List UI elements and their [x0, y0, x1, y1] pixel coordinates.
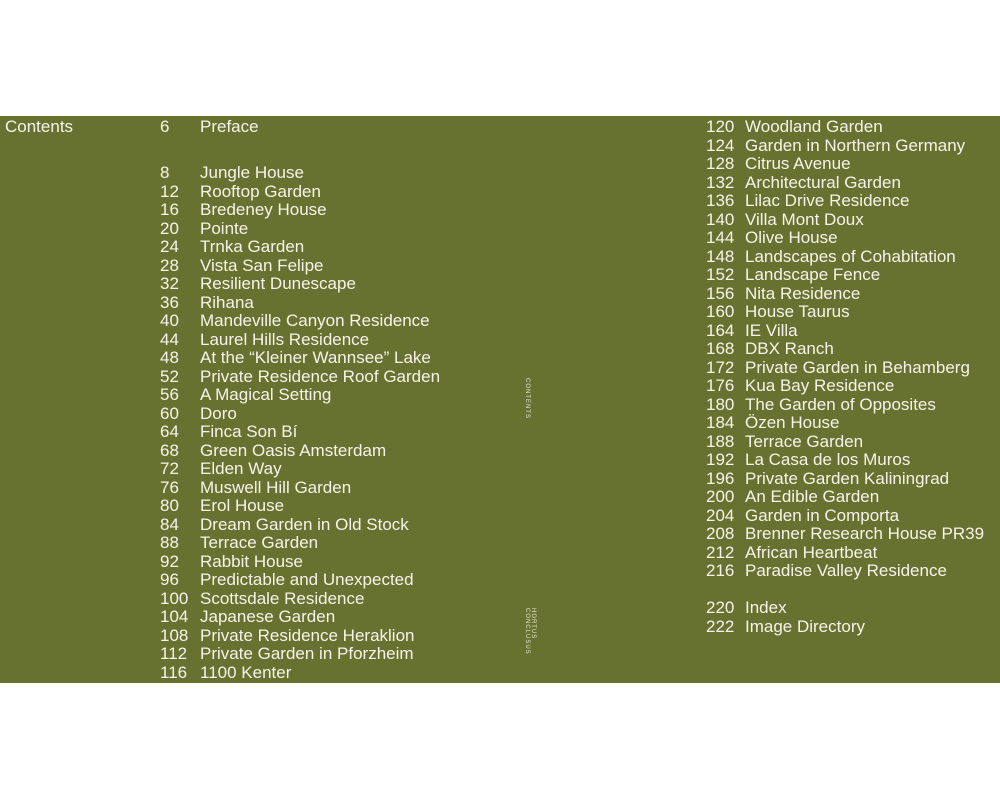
- toc-entry-title: An Edible Garden: [745, 487, 880, 506]
- toc-page-number: 72: [160, 459, 179, 478]
- toc-entry: [160, 257, 440, 276]
- toc-entry-title: Doro: [200, 403, 237, 423]
- toc-entry: [706, 229, 984, 248]
- toc-page-number: 88: [160, 533, 179, 552]
- toc-entry-title: Image Directory: [745, 616, 865, 636]
- toc-entry: [160, 331, 440, 350]
- toc-entry-title: Trnka Garden: [200, 237, 305, 256]
- spine-label-title: HORTUS CONCLUSUS: [524, 608, 536, 655]
- toc-page-number: 120: [706, 117, 735, 136]
- toc-page-number: 64: [160, 422, 179, 441]
- toc-entry: [706, 322, 984, 341]
- toc-page-number: 160: [706, 302, 735, 321]
- toc-entry-title: Finca Son Bí: [200, 422, 298, 441]
- toc-page-number: 128: [706, 154, 735, 173]
- toc-entry: [160, 368, 440, 387]
- toc-entry: [706, 414, 984, 433]
- toc-entry: [160, 460, 440, 479]
- toc-entry: [160, 479, 440, 498]
- toc-entry: [160, 645, 440, 664]
- toc-entry: [160, 627, 440, 646]
- toc-page-number: 68: [160, 440, 179, 460]
- toc-page-number: 16: [160, 200, 179, 219]
- toc-entry: [160, 294, 440, 313]
- toc-page-number: 144: [706, 228, 735, 247]
- toc-entry: [706, 266, 984, 285]
- spine-label-contents: CONTENTS: [524, 378, 530, 419]
- toc-page-number: 28: [160, 255, 179, 275]
- toc-entry-title: DBX Ranch: [745, 339, 834, 358]
- toc-entry: [160, 349, 440, 368]
- toc-page-number: 172: [706, 357, 735, 377]
- toc-entry-title: Paradise Valley Residence: [745, 561, 947, 580]
- toc-entry-title: Private Residence Heraklion: [200, 625, 415, 645]
- toc-page-number: 40: [160, 311, 179, 330]
- toc-entry: [160, 220, 440, 239]
- toc-page-number: 52: [160, 366, 179, 386]
- toc-page-number: 20: [160, 218, 179, 238]
- toc-page-number: 92: [160, 551, 179, 571]
- toc-page-number: 76: [160, 477, 179, 497]
- toc-page-number: 196: [706, 468, 735, 488]
- toc-entry-title: Private Garden Kaliningrad: [745, 468, 950, 488]
- toc-entry-title: Resilient Dunescape: [200, 274, 356, 293]
- toc-appendix-list: [706, 599, 865, 636]
- toc-entry: [160, 118, 259, 137]
- toc-entry: [160, 423, 440, 442]
- toc-page-number: 124: [706, 135, 735, 155]
- contents-heading: Contents: [5, 117, 74, 136]
- toc-page-number: 44: [160, 329, 179, 349]
- toc-page-number: 204: [706, 505, 735, 525]
- toc-entry: [706, 174, 984, 193]
- toc-entry: [706, 192, 984, 211]
- toc-entry-title: Woodland Garden: [745, 117, 883, 136]
- toc-page-number: 176: [706, 376, 735, 395]
- toc-page-number: 100: [160, 588, 189, 608]
- toc-entry: [706, 562, 984, 581]
- toc-entry-title: African Heartbeat: [745, 542, 878, 562]
- toc-entry: [706, 544, 984, 563]
- toc-page-number: 156: [706, 283, 735, 303]
- toc-entry-title: Rabbit House: [200, 551, 304, 571]
- toc-page-number: 212: [706, 542, 735, 562]
- toc-entry: [160, 312, 440, 331]
- toc-entry: [706, 599, 865, 618]
- toc-page-number: 36: [160, 292, 179, 312]
- toc-page-number: 136: [706, 191, 735, 210]
- toc-page-number: 148: [706, 246, 735, 266]
- toc-entry-title: La Casa de los Muros: [745, 450, 911, 469]
- toc-page-number: 140: [706, 209, 735, 229]
- toc-entry: [160, 201, 440, 220]
- toc-entry-title: Rihana: [200, 292, 254, 312]
- toc-entry-title: Nita Residence: [745, 283, 861, 303]
- toc-entry: [706, 470, 984, 489]
- toc-page-number: 12: [160, 181, 179, 201]
- toc-page-number: 200: [706, 487, 735, 506]
- toc-page-number: 216: [706, 561, 735, 580]
- toc-entry: [160, 183, 440, 202]
- toc-entry: [160, 386, 440, 405]
- toc-entry: [706, 340, 984, 359]
- toc-entry: [706, 451, 984, 470]
- toc-entry-title: Terrace Garden: [200, 533, 319, 552]
- toc-page-number: 84: [160, 514, 179, 534]
- toc-entry: [160, 405, 440, 424]
- toc-entry-title: Laurel Hills Residence: [200, 329, 370, 349]
- toc-entry: [160, 590, 440, 609]
- toc-entry: [706, 303, 984, 322]
- toc-entry: [706, 433, 984, 452]
- toc-entry: [160, 238, 440, 257]
- toc-page-number: 32: [160, 274, 179, 293]
- toc-entry-title: Villa Mont Doux: [745, 209, 864, 229]
- toc-entry-title: Predictable and Unexpected: [200, 570, 414, 589]
- toc-entry-title: Green Oasis Amsterdam: [200, 440, 387, 460]
- toc-entry-title: Mandeville Canyon Residence: [200, 311, 430, 330]
- toc-entry-title: House Taurus: [745, 302, 850, 321]
- toc-page-number: 184: [706, 413, 735, 432]
- toc-entry-title: Landscapes of Cohabitation: [745, 246, 956, 266]
- toc-entry-title: Japanese Garden: [200, 607, 336, 626]
- toc-entry: [706, 248, 984, 267]
- book-spread: [0, 116, 1000, 683]
- toc-page-number: 132: [706, 172, 735, 192]
- toc-entry: [160, 275, 440, 294]
- toc-entry: [706, 118, 984, 137]
- toc-entry: [160, 164, 440, 183]
- toc-entry-title: 1100 Kenter: [200, 662, 292, 682]
- toc-entry: [706, 155, 984, 174]
- toc-page-number: 96: [160, 570, 179, 589]
- toc-entry-title: Pointe: [200, 218, 249, 238]
- toc-entry-title: Landscape Fence: [745, 265, 881, 284]
- toc-entry-title: Private Residence Roof Garden: [200, 366, 441, 386]
- toc-page-number: 8: [160, 163, 170, 182]
- toc-page-number: 112: [160, 644, 188, 663]
- toc-entry: [706, 137, 984, 156]
- toc-page-number: 168: [706, 339, 735, 358]
- toc-page-number: 116: [160, 662, 188, 682]
- toc-page-number: 80: [160, 496, 179, 515]
- toc-entry: [706, 488, 984, 507]
- toc-left-list: [160, 164, 440, 682]
- toc-entry-title: The Garden of Opposites: [745, 394, 936, 414]
- toc-page-number: 188: [706, 431, 735, 451]
- toc-page-number: 222: [706, 616, 735, 636]
- toc-entry-title: Dream Garden in Old Stock: [200, 514, 409, 534]
- toc-page-number: 192: [706, 450, 735, 469]
- toc-entry-title: Scottsdale Residence: [200, 588, 365, 608]
- toc-preface-list: [160, 118, 259, 137]
- toc-page-number: 220: [706, 598, 735, 617]
- toc-entry-title: Lilac Drive Residence: [745, 191, 910, 210]
- toc-entry: [706, 377, 984, 396]
- toc-entry-title: Özen House: [745, 413, 840, 432]
- toc-entry-title: Elden Way: [200, 459, 282, 478]
- toc-entry: [160, 664, 440, 683]
- toc-page-number: 24: [160, 237, 179, 256]
- toc-entry-title: Erol House: [200, 496, 285, 515]
- toc-entry-title: Garden in Northern Germany: [745, 135, 966, 155]
- toc-entry-title: Brenner Research House PR39: [745, 524, 985, 543]
- toc-entry: [160, 534, 440, 553]
- toc-page-number: 60: [160, 403, 179, 423]
- toc-page-number: 48: [160, 348, 179, 367]
- toc-entry-title: Olive House: [745, 228, 838, 247]
- toc-page-number: 180: [706, 394, 735, 414]
- toc-entry: [706, 507, 984, 526]
- toc-entry-title: Private Garden in Behamberg: [745, 357, 970, 377]
- toc-entry-title: A Magical Setting: [200, 385, 332, 404]
- toc-page-number: 56: [160, 385, 179, 404]
- toc-entry: [706, 359, 984, 378]
- toc-entry-title: Bredeney House: [200, 200, 327, 219]
- toc-page-number: 164: [706, 320, 735, 340]
- toc-entry-title: IE Villa: [745, 320, 798, 340]
- toc-entry-title: Preface: [200, 117, 259, 136]
- toc-entry-title: Garden in Comporta: [745, 505, 900, 525]
- toc-entry-title: Private Garden in Pforzheim: [200, 644, 414, 663]
- toc-entry-title: Index: [745, 598, 787, 617]
- toc-entry: [160, 442, 440, 461]
- toc-right-list: [706, 118, 984, 581]
- toc-entry: [160, 608, 440, 627]
- toc-entry-title: Kua Bay Residence: [745, 376, 895, 395]
- toc-entry-title: Citrus Avenue: [745, 154, 851, 173]
- toc-entry: [160, 516, 440, 535]
- toc-page-number: 208: [706, 524, 735, 543]
- toc-page-number: 104: [160, 607, 189, 626]
- toc-entry-title: Vista San Felipe: [200, 255, 324, 275]
- toc-entry-title: Muswell Hill Garden: [200, 477, 352, 497]
- toc-entry: [706, 285, 984, 304]
- toc-page-number: 108: [160, 625, 189, 645]
- toc-entry: [160, 553, 440, 572]
- toc-page-number: 6: [160, 117, 170, 136]
- toc-page-number: 152: [706, 265, 735, 284]
- toc-entry: [160, 571, 440, 590]
- toc-entry-title: Jungle House: [200, 163, 304, 182]
- toc-entry: [706, 211, 984, 230]
- toc-entry: [706, 618, 865, 637]
- toc-entry-title: Architectural Garden: [745, 172, 901, 192]
- toc-entry: [706, 396, 984, 415]
- toc-entry: [706, 525, 984, 544]
- toc-entry-title: At the “Kleiner Wannsee” Lake: [200, 348, 431, 367]
- toc-entry: [160, 497, 440, 516]
- toc-entry-title: Rooftop Garden: [200, 181, 321, 201]
- toc-entry-title: Terrace Garden: [745, 431, 864, 451]
